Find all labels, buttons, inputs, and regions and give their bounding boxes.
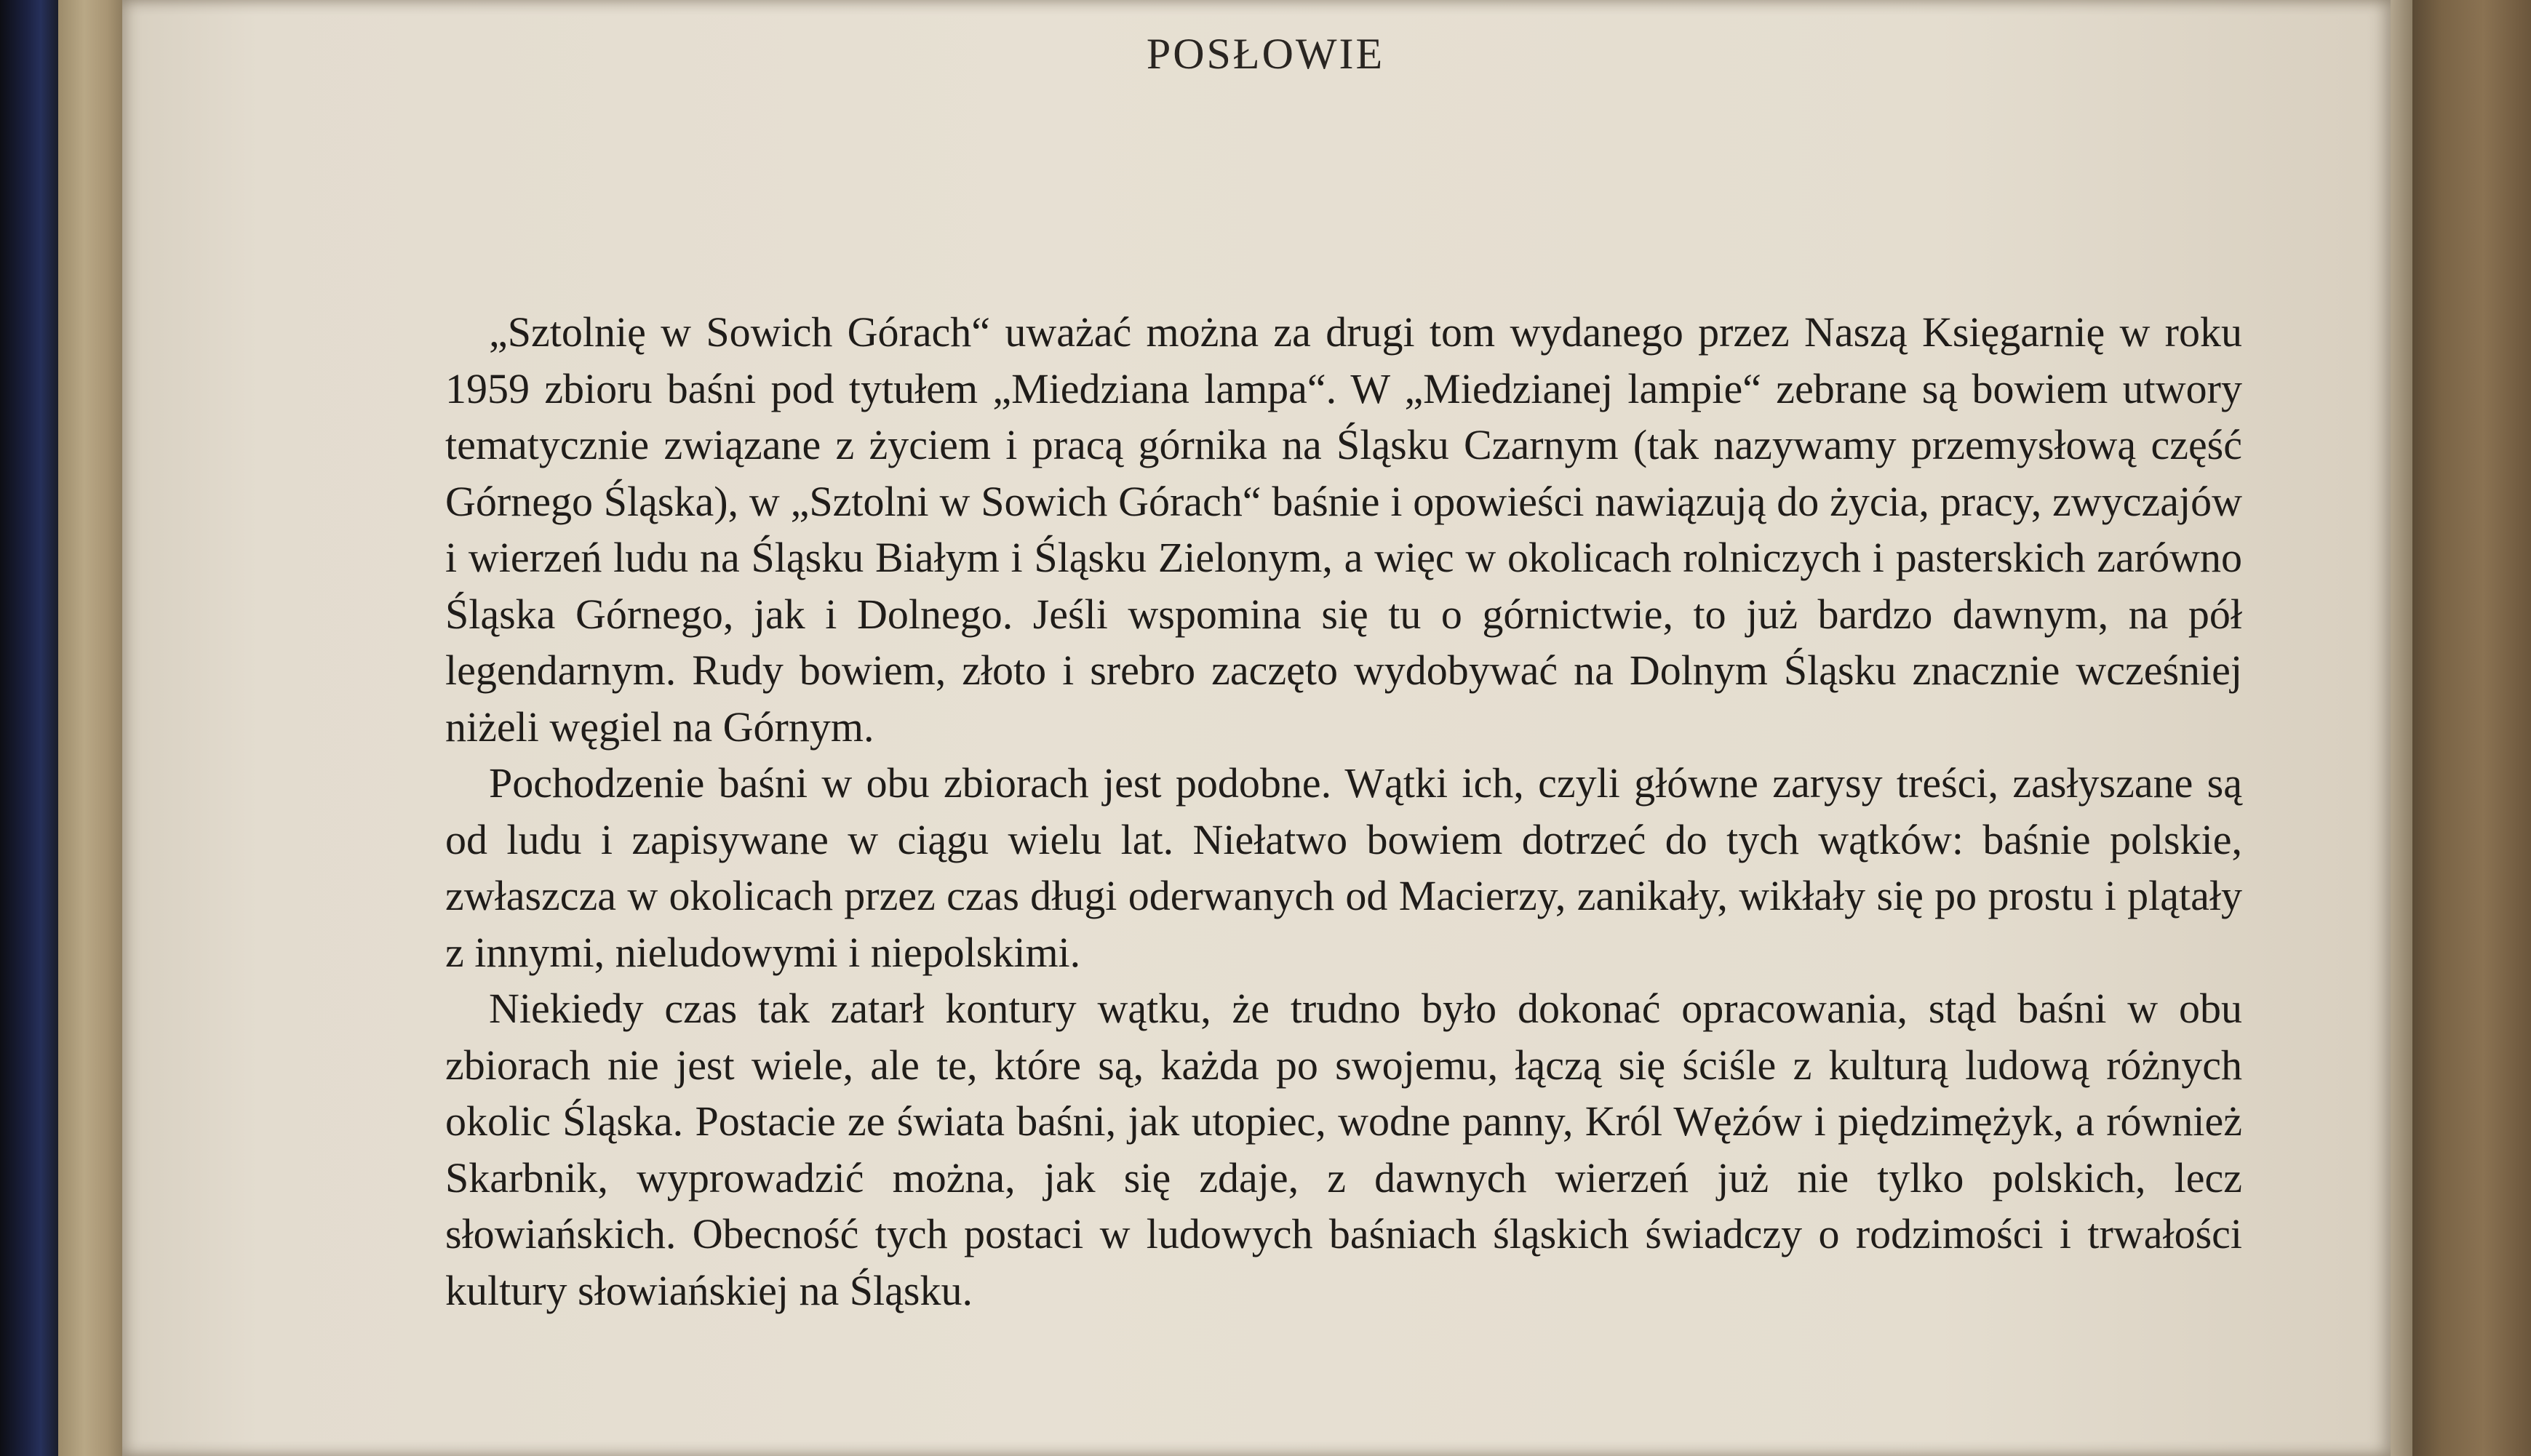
book-back-cover (2412, 0, 2531, 1456)
book-cover-edge (58, 0, 124, 1456)
body-text (445, 304, 2242, 1319)
paragraph: Niekiedy czas tak zatarł kontury wątku, że trudno było dokonać opracowania, stąd baśni w obu zbiorach nie jest wiele, ale te, które są, każda po swojemu, łączą się ściśle z kulturą ludową różnych okolic Śląska. Postacie ze świata baśni, jak utopiec, wodne panny, Król Wężów i piędzimężyk, a również Skarbnik, wyprowadzić można, jak się zdaje, z dawnych wierzeń już nie tylko polskich, lecz słowiańskich. Obecność tych postaci w ludowych baśniach śląskich świadczy o rodzimości i trwałości kultury słowiańskiej na Śląsku. (445, 985, 2242, 1314)
paragraph: Pochodzenie baśni w obu zbiorach jest podobne. Wątki ich, czyli główne zarysy treści, zasłyszane są od ludu i zapisywane w ciągu wielu lat. Niełatwo bowiem dotrzeć do tych wątków: baśnie polskie, zwłaszcza w okolicach przez czas długi oderwanych od Macierzy, zanikały, wikłały się po prostu i plątały z innymi, nieludowymi i niepolskimi. (445, 759, 2242, 976)
book-binding (0, 0, 58, 1456)
paragraph: „Sztolnię w Sowich Górach“ uważać można za drugi tom wydanego przez Naszą Księgarnię w roku 1959 zbioru baśni pod tytułem „Miedziana lampa“. W „Miedzianej lampie“ zebrane są bowiem utwory tematycznie związane z życiem i pracą górnika na Śląsku Czarnym (tak nazywamy przemysłową część Górnego Śląska), w „Sztolni w Sowich Górach“ baśnie i opowieści nawiązują do życia, pracy, zwyczajów i wierzeń ludu na Śląsku Białym i Śląsku Zielonym, a więc w okolicach rolniczych i pasterskich zarówno Śląska Górnego, jak i Dolnego. Jeśli wspomina się tu o górnictwie, to już bardzo dawnym, na pół legendarnym. Rudy bowiem, złoto i srebro zaczęto wydobywać na Dolnym Śląsku znacznie wcześniej niżeli węgiel na Górnym. (445, 308, 2242, 751)
page-edge (2391, 0, 2412, 1456)
page-title: POSŁOWIE (1146, 30, 1385, 78)
